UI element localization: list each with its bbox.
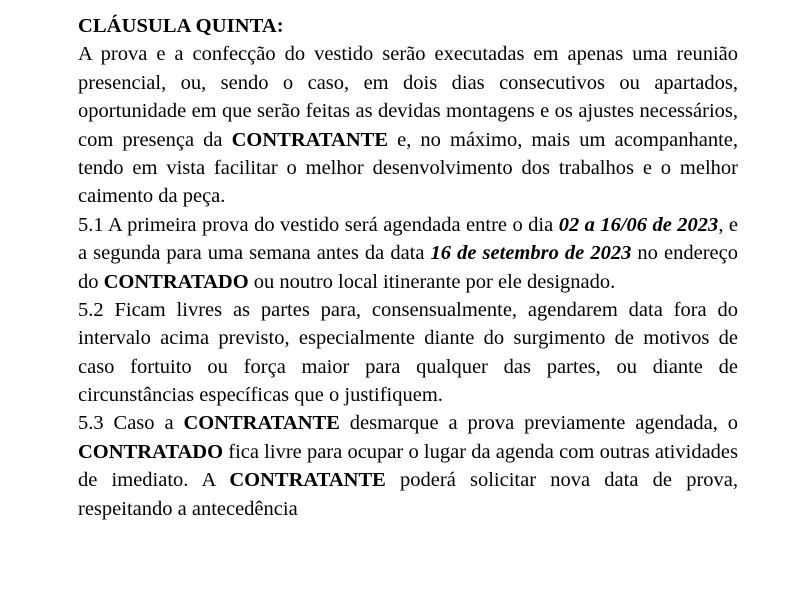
clause-5-1-run-3: 16 de setembro de 2023 — [430, 242, 632, 265]
clause-5-3-run-2: desmarque a prova previamente agendada, o — [339, 412, 738, 435]
clause-5-intro-run-1: CONTRATANTE — [231, 128, 389, 151]
clause-5-2-run-0: 5.2 Ficam livres as partes para, consensualmente, agendarem data fora do intervalo acima previsto, especialmente diante do surgimento de motivos de caso fortuito ou força maior para qualquer das partes, ou diante de circunstâncias específicas que o justifiquem. — [78, 298, 738, 407]
clause-5-1-run-1: 02 a 16/06 de 2023 — [558, 213, 719, 236]
clause-5-1-run-5: CONTRATADO — [103, 270, 249, 293]
clause-5-3-run-3: CONTRATADO — [78, 440, 224, 463]
clause-5-1 — [78, 211, 738, 296]
clause-5-intro-run-2: e, no máximo, mais um acompanhante, tendo em vista facilitar o melhor desenvolvimento dos trabalhos e o melhor caimento da peça. — [78, 128, 738, 208]
clause-5-3-run-1: CONTRATANTE — [183, 412, 340, 435]
document-body — [78, 12, 738, 523]
clause-5-1-run-6: ou noutro local itinerante por ele designado. — [248, 270, 616, 293]
clause-5-3 — [78, 409, 738, 523]
clause-5-intro-run-0: A prova e a confecção do vestido serão executadas em apenas uma reunião presencial, ou, sendo o caso, em dois dias consecutivos ou apartados, oportunidade em que serão feitas as devidas montagens e os ajustes necessários, com presença da — [78, 43, 738, 151]
clause-5-3-run-0: 5.3 Caso a — [78, 412, 184, 435]
clause-5-3-run-5: CONTRATANTE — [229, 469, 386, 492]
clause-5-3-run-6: poderá solicitar nova data de prova, respeitando a antecedência — [78, 469, 739, 520]
clause-5-1-run-0: 5.1 A primeira prova do vestido será agendada entre o dia — [78, 213, 559, 236]
clause-5-2 — [78, 296, 738, 410]
clause-5-1-run-4: no endereço do — [78, 242, 738, 293]
clause-5-3-run-4: fica livre para ocupar o lugar da agenda com outras atividades de imediato. A — [78, 440, 738, 492]
clause-5-1-run-2: , e a segunda para uma semana antes da data — [78, 213, 738, 265]
clause-heading: CLÁUSULA QUINTA: — [78, 15, 284, 37]
clause-5-intro — [78, 40, 738, 210]
paragraph-container — [78, 40, 738, 523]
